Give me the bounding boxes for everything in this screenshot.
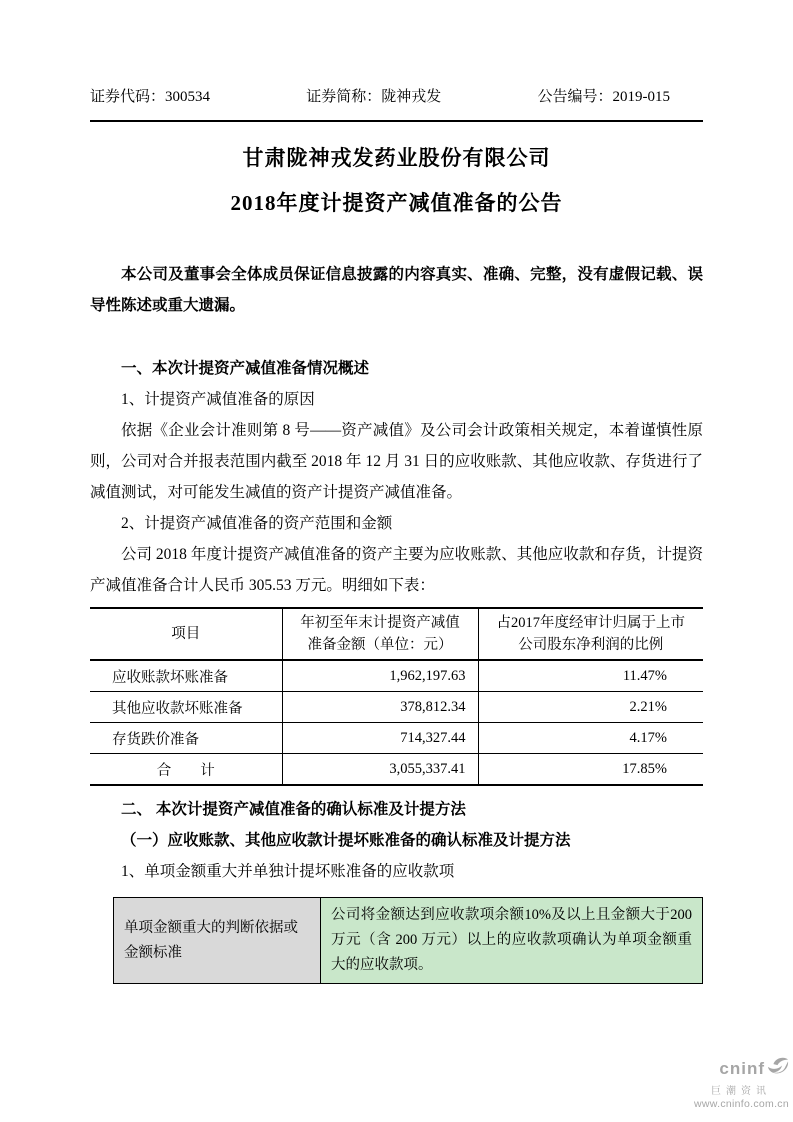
row-item: 合 计 bbox=[156, 762, 215, 779]
cninfo-url: www.cninfo.com.cn bbox=[694, 1098, 789, 1110]
section-2-sub-heading: （一）应收账款、其他应收款计提坏账准备的确认标准及计提方法 bbox=[121, 832, 571, 849]
criteria-row bbox=[114, 898, 703, 984]
row-item: 其他应收款坏账准备 bbox=[112, 700, 243, 717]
section-1-item-1-text: 依据《企业会计准则第 8 号——资产减值》及公司会计政策相关规定，本着谨慎性原则，公司对合并报表范围内截至 2018 年 12 月 31 日的应收账款、其他应收款、存货进行了减值测试，对可能发生减值的资产计提资产减值准备。 bbox=[90, 422, 703, 501]
row-item: 存货跌价准备 bbox=[112, 731, 199, 748]
section-1-item-2-heading: 2、计提资产减值准备的资产范围和金额 bbox=[121, 515, 393, 532]
cninfo-logo bbox=[694, 1056, 789, 1110]
col-header-amount: 年初至年末计提资产减值准备金额（单位：元） bbox=[282, 608, 478, 660]
col-header-item: 项目 bbox=[171, 626, 201, 642]
stock-code: 证券代码：300534 bbox=[90, 89, 211, 105]
row-ratio: 17.85% bbox=[478, 754, 703, 786]
table-row-total bbox=[90, 754, 703, 786]
table-row bbox=[90, 692, 703, 723]
doc-header bbox=[90, 88, 670, 106]
cninfo-brand: cninf bbox=[719, 1058, 765, 1078]
page-title-company: 甘肃陇神戎发药业股份有限公司 bbox=[242, 146, 551, 170]
row-amount: 714,327.44 bbox=[282, 723, 478, 754]
section-1-heading: 一、本次计提资产减值准备情况概述 bbox=[121, 360, 370, 377]
section-2-item-1-heading: 1、单项金额重大并单独计提坏账准备的应收款项 bbox=[121, 863, 455, 880]
announcement-number: 公告编号：2019-015 bbox=[537, 89, 670, 105]
table-row bbox=[90, 660, 703, 692]
criteria-value-cell: 公司将金额达到应收款项余额10%及以上且金额大于200万元（含 200 万元）以上的应收款项确认为单项金额重大的应收款项。 bbox=[321, 898, 703, 984]
criteria-table bbox=[113, 897, 703, 984]
section-1-item-2-text: 公司 2018 年度计提资产减值准备的资产主要为应收账款、其他应收款和存货，计提资产减值准备合计人民币 305.53 万元。明细如下表： bbox=[90, 546, 703, 594]
section-2-heading: 二、 本次计提资产减值准备的确认标准及计提方法 bbox=[121, 801, 466, 818]
row-item: 应收账款坏账准备 bbox=[112, 669, 228, 686]
stock-abbr: 证券简称：陇神戎发 bbox=[306, 89, 442, 105]
header-divider bbox=[90, 120, 703, 122]
disclosure-statement: 本公司及董事会全体成员保证信息披露的内容真实、准确、完整，没有虚假记载、误导性陈述或重大遗漏。 bbox=[90, 266, 703, 314]
criteria-label-cell: 单项金额重大的判断依据或金额标准 bbox=[114, 898, 321, 984]
provisions-table-header-row bbox=[90, 608, 703, 660]
cninfo-brand-row bbox=[694, 1056, 789, 1081]
cninfo-swirl-icon bbox=[767, 1056, 789, 1081]
section-1-item-1-heading: 1、计提资产减值准备的原因 bbox=[121, 391, 315, 408]
row-amount: 1,962,197.63 bbox=[282, 660, 478, 692]
row-ratio: 2.21% bbox=[478, 692, 703, 723]
row-amount: 3,055,337.41 bbox=[282, 754, 478, 786]
table-row bbox=[90, 723, 703, 754]
cninfo-chinese-name: 巨潮资讯 bbox=[711, 1086, 771, 1097]
row-amount: 378,812.34 bbox=[282, 692, 478, 723]
row-ratio: 4.17% bbox=[478, 723, 703, 754]
col-header-ratio: 占2017年度经审计归属于上市公司股东净利润的比例 bbox=[478, 608, 703, 660]
row-ratio: 11.47% bbox=[478, 660, 703, 692]
page-title-subject: 2018年度计提资产减值准备的公告 bbox=[230, 191, 563, 215]
provisions-table bbox=[90, 607, 703, 786]
